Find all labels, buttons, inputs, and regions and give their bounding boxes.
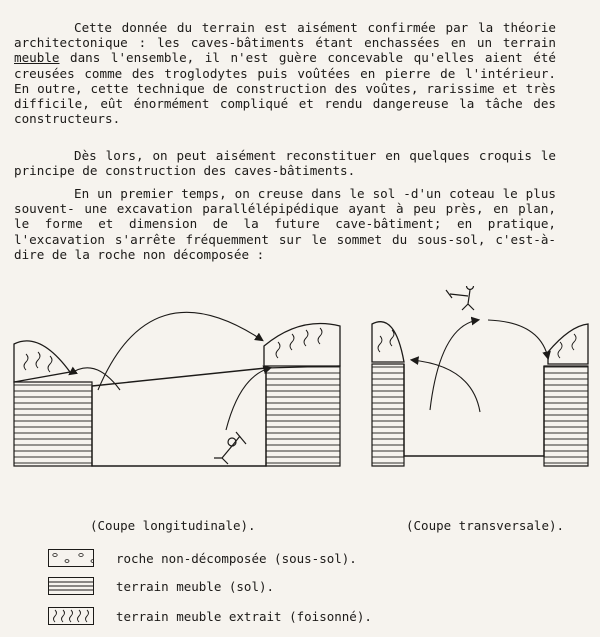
worker-figure-top [446,286,474,310]
legend-label-rock: roche non-décomposée (sous-sol). [116,550,357,566]
paragraph-1-text-a: Cette donnée du terrain est aisément confirmée par la théorie architectonique : les caves-bâtiments étant enchassées en un terrain [14,20,556,51]
legend-label-soil: terrain meuble (sol). [116,578,275,594]
legend-label-loose-soil: terrain meuble extrait (foisonné). [116,608,372,624]
layered-soil-icon [48,577,94,595]
loose-soil-icon [48,607,94,625]
legend-item-rock [48,548,357,568]
caption-longitudinal: (Coupe longitudinale). [90,518,256,533]
caption-transversal: (Coupe transversale). [406,518,565,533]
longitudinal-section [14,312,340,466]
paragraph-1-text-b: dans l'ensemble, il n'est guère concevable qu'elles aient été creusées comme des troglodytes puis voûtées en pierre de l'intérieur. En outre, cette technique de construction des voûtes, rarissime et très difficile, eût énormément compliqué et rendu dangereuse la tâche des constructeurs. [14,50,556,127]
transversal-section [372,286,588,466]
paragraph-3: En un premier temps, on creuse dans le sol -d'un coteau le plus souvent- une excavation parallélépipédique ayant à peu près, en plan, le forme et dimension de la future cave-bâtiment; en pratique, l'excavation s'arrête fréquemment sur le sommet du sous-sol, c'est-à-dire de la roche non décomposée : [14,186,556,262]
paragraph-2: Dès lors, on peut aisément reconstituer en quelques croquis le principe de construction des caves-bâtiments. [14,148,556,179]
worker-figure [214,432,246,464]
paragraph-1 [14,20,556,126]
legend-item-loose-soil [48,606,372,626]
rock-pattern-icon [48,549,94,567]
excavation-sketch [0,286,600,526]
underlined-word: meuble [14,50,60,66]
legend-item-soil [48,576,274,596]
